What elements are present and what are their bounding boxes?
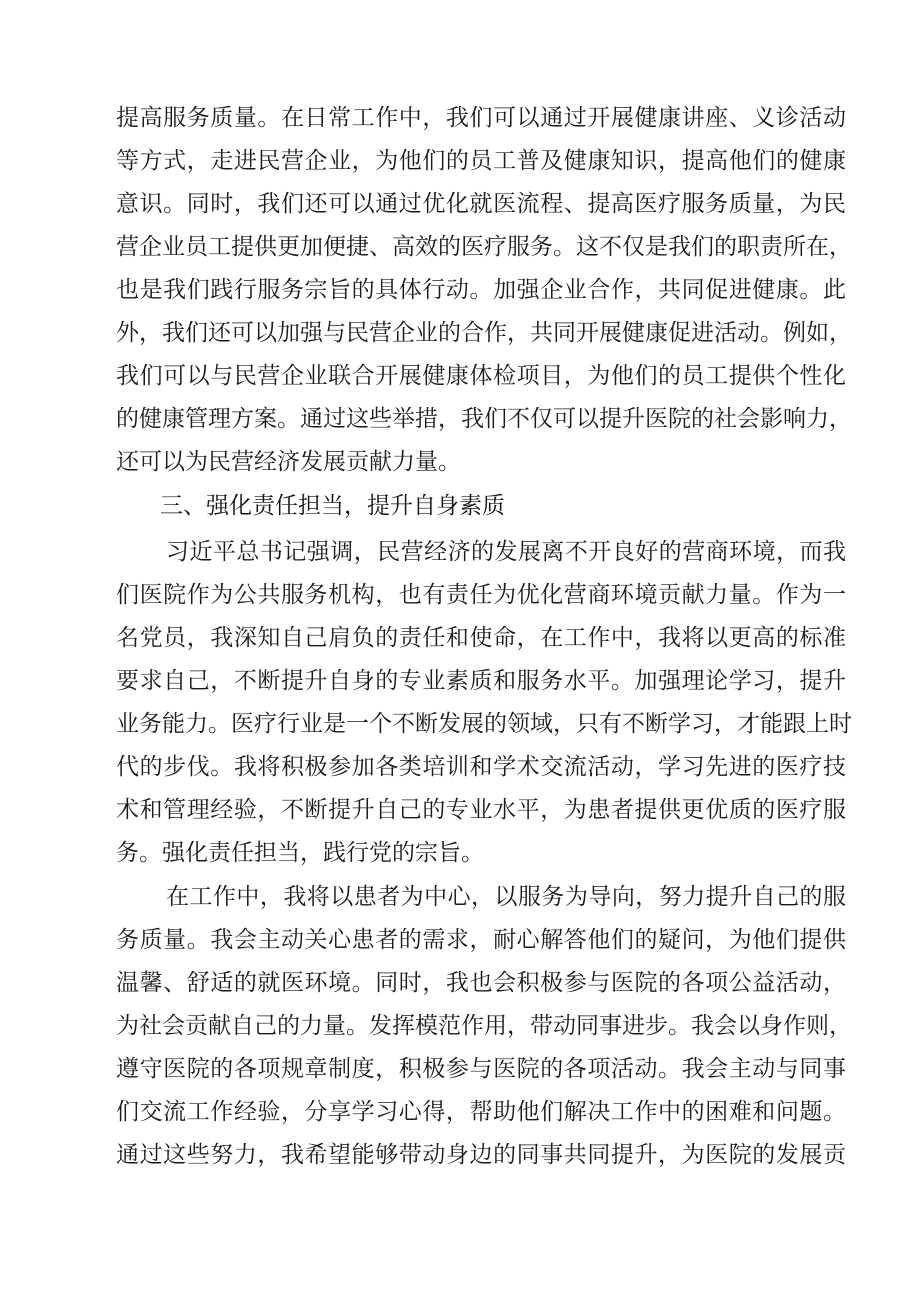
paragraph-line: 要求自己，不断提升自身的专业素质和服务水平。加强理论学习，提升 [116, 668, 846, 694]
paragraph-line: 务。强化责任担当，践行党的宗旨。 [116, 840, 484, 866]
paragraph-line: 我们可以与民营企业联合开展健康体检项目，为他们的员工提供个性化 [116, 363, 846, 389]
paragraph-line: 为社会贡献自己的力量。发挥模范作用，带动同事进步。我会以身作则， [116, 1013, 852, 1039]
paragraph-line: 通过这些努力，我希望能够带动身边的同事共同提升，为医院的发展贡 [116, 1142, 846, 1168]
paragraph-line: 提高服务质量。在日常工作中，我们可以通过开展健康讲座、义诊活动 [116, 105, 846, 131]
paragraph-line: 外，我们还可以加强与民营企业的合作，共同开展健康促进活动。例如， [116, 320, 852, 346]
paragraph-line: 遵守医院的各项规章制度，积极参与医院的各项活动。我会主动与同事 [116, 1056, 846, 1082]
paragraph-line: 在工作中，我将以患者为中心，以服务为导向，努力提升自己的服 [166, 884, 846, 910]
paragraph-line: 温馨、舒适的就医环境。同时，我也会积极参与医院的各项公益活动， [116, 970, 846, 996]
paragraph-line: 等方式，走进民营企业，为他们的员工普及健康知识，提高他们的健康 [116, 148, 846, 174]
paragraph-line: 还可以为民营经济发展贡献力量。 [116, 449, 461, 475]
paragraph-line: 的健康管理方案。通过这些举措，我们不仅可以提升医院的社会影响力， [116, 406, 852, 432]
paragraph-line: 名党员，我深知自己肩负的责任和使命，在工作中，我将以更高的标准 [116, 625, 846, 651]
paragraph-line: 务质量。我会主动关心患者的需求，耐心解答他们的疑问，为他们提供 [116, 927, 846, 953]
paragraph-line: 们交流工作经验，分享学习心得，帮助他们解决工作中的困难和问题。 [116, 1099, 846, 1125]
paragraph-line: 代的步伐。我将积极参加各类培训和学术交流活动，学习先进的医疗技 [116, 754, 846, 780]
section-heading: 三、强化责任担当，提升自身素质 [160, 493, 505, 519]
paragraph-line: 术和管理经验，不断提升自己的专业水平，为患者提供更优质的医疗服 [116, 797, 846, 823]
paragraph-line: 业务能力。医疗行业是一个不断发展的领域，只有不断学习，才能跟上时 [116, 711, 852, 737]
paragraph-line: 习近平总书记强调，民营经济的发展离不开良好的营商环境，而我 [166, 539, 846, 565]
paragraph-line: 也是我们践行服务宗旨的具体行动。加强企业合作，共同促进健康。此 [116, 277, 846, 303]
paragraph-line: 意识。同时，我们还可以通过优化就医流程、提高医疗服务质量，为民 [116, 191, 846, 217]
paragraph-line: 们医院作为公共服务机构，也有责任为优化营商环境贡献力量。作为一 [116, 582, 846, 608]
paragraph-line: 营企业员工提供更加便捷、高效的医疗服务。这不仅是我们的职责所在， [116, 234, 852, 260]
